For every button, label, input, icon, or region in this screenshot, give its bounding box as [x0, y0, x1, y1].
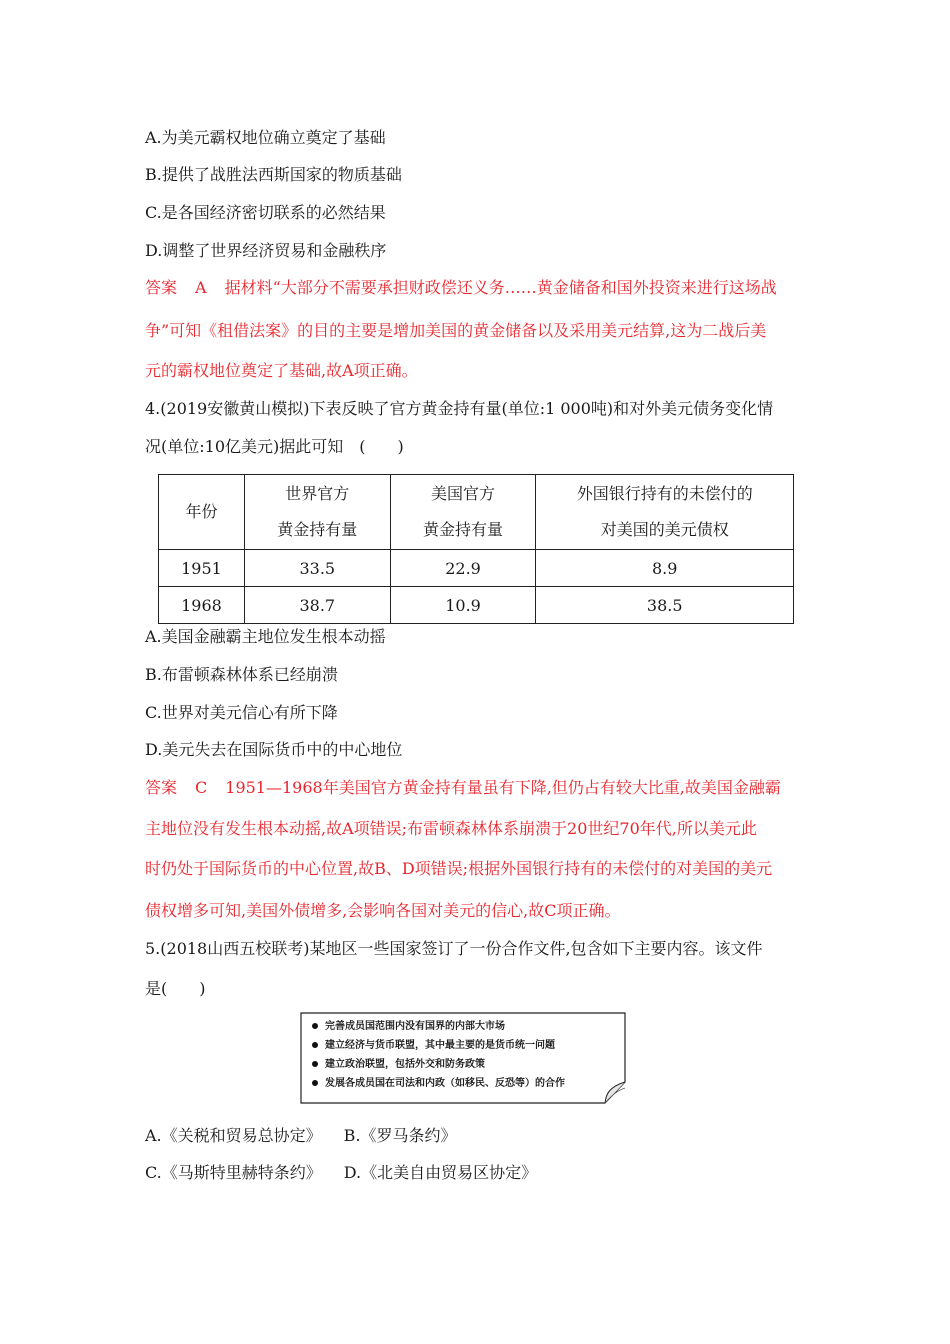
- agreement-document-box: [300, 1012, 626, 1104]
- q4-option-d: D.美元失去在国际货币中的中心地位: [145, 740, 403, 759]
- q3-answer-line-1: [145, 278, 777, 298]
- q3-answer-line-2: 争”可知《租借法案》的目的主要是增加美国的黄金储备以及采用美元结算,这为二战后美: [145, 321, 767, 340]
- table-cell: 33.5: [244, 550, 390, 587]
- q5-option-b: B.《罗马条约》: [343, 1126, 457, 1145]
- answer-choice: A: [195, 278, 207, 297]
- q5-option-d: D.《北美自由贸易区协定》: [343, 1163, 538, 1182]
- q5-stem-line-1: 5.(2018山西五校联考)某地区一些国家签订了一份合作文件,包含如下主要内容。该文件: [145, 939, 763, 958]
- document-item: 完善成员国范围内没有国界的内部大市场: [312, 1017, 565, 1036]
- q3-option-b: B.提供了战胜法西斯国家的物质基础: [145, 165, 402, 184]
- answer-label: 答案: [145, 278, 178, 297]
- q3-option-a: A.为美元霸权地位确立奠定了基础: [145, 128, 386, 147]
- table-header-row: [159, 475, 794, 550]
- answer-choice: C: [195, 778, 208, 797]
- table-cell: 22.9: [390, 550, 536, 587]
- header-year: 年份: [159, 475, 245, 550]
- q5-option-a: A.《关税和贸易总协定》: [145, 1126, 322, 1145]
- q3-option-d: D.调整了世界经济贸易和金融秩序: [145, 241, 387, 260]
- bullet-icon: [312, 1061, 318, 1067]
- answer-text: 据材料“大部分不需要承担财政偿还义务……黄金储备和国外投资来进行这场战: [224, 278, 777, 297]
- document-item: 发展各成员国在司法和内政（如移民、反恐等）的合作: [312, 1074, 565, 1093]
- document-item: 建立经济与货币联盟，其中最主要的是货币统一问题: [312, 1036, 565, 1055]
- bullet-icon: [312, 1023, 318, 1029]
- table-cell: 8.9: [536, 550, 794, 587]
- q4-answer-line-4: 债权增多可知,美国外债增多,会影响各国对美元的信心,故C项正确。: [145, 901, 621, 920]
- q4-option-b: B.布雷顿森林体系已经崩溃: [145, 665, 338, 684]
- q3-option-c: C.是各国经济密切联系的必然结果: [145, 203, 386, 222]
- q4-stem-line-2: 况(单位:10亿美元)据此可知 ( ): [145, 437, 404, 456]
- q4-stem-line-1: 4.(2019安徽黄山模拟)下表反映了官方黄金持有量(单位:1 000吨)和对外美元债务变化情: [145, 399, 774, 418]
- header-world-gold: 世界官方 黄金持有量: [244, 475, 390, 550]
- q3-answer-line-3: 元的霸权地位奠定了基础,故A项正确。: [145, 361, 418, 380]
- answer-text: 1951—1968年美国官方黄金持有量虽有下降,但仍占有较大比重,故美国金融霸: [225, 778, 781, 797]
- q4-answer-line-1: [145, 778, 781, 798]
- table-cell: 10.9: [390, 587, 536, 624]
- table-cell: 1968: [159, 587, 245, 624]
- table-cell: 38.7: [244, 587, 390, 624]
- header-us-gold: 美国官方 黄金持有量: [390, 475, 536, 550]
- bullet-icon: [312, 1080, 318, 1086]
- q5-stem-line-2: 是( ): [145, 979, 206, 998]
- bullet-icon: [312, 1042, 318, 1048]
- q4-option-a: A.美国金融霸主地位发生根本动摇: [145, 627, 386, 646]
- q4-option-c: C.世界对美元信心有所下降: [145, 703, 338, 722]
- table-row: [159, 587, 794, 624]
- q5-option-c: C.《马斯特里赫特条约》: [145, 1163, 322, 1182]
- header-foreign-claims: 外国银行持有的未偿付的 对美国的美元债权: [536, 475, 794, 550]
- q4-answer-line-2: 主地位没有发生根本动摇,故A项错误;布雷顿森林体系崩溃于20世纪70年代,所以美元此: [145, 819, 757, 838]
- q5-options-row-2: [145, 1163, 537, 1183]
- answer-label: 答案: [145, 778, 178, 797]
- table-cell: 1951: [159, 550, 245, 587]
- q4-answer-line-3: 时仍处于国际货币的中心位置,故B、D项错误;根据外国银行持有的未偿付的对美国的美元: [145, 859, 773, 878]
- q5-options-row-1: [145, 1126, 457, 1146]
- gold-holdings-table: [158, 474, 794, 624]
- table-row: [159, 550, 794, 587]
- table-cell: 38.5: [536, 587, 794, 624]
- document-item: 建立政治联盟，包括外交和防务政策: [312, 1055, 565, 1074]
